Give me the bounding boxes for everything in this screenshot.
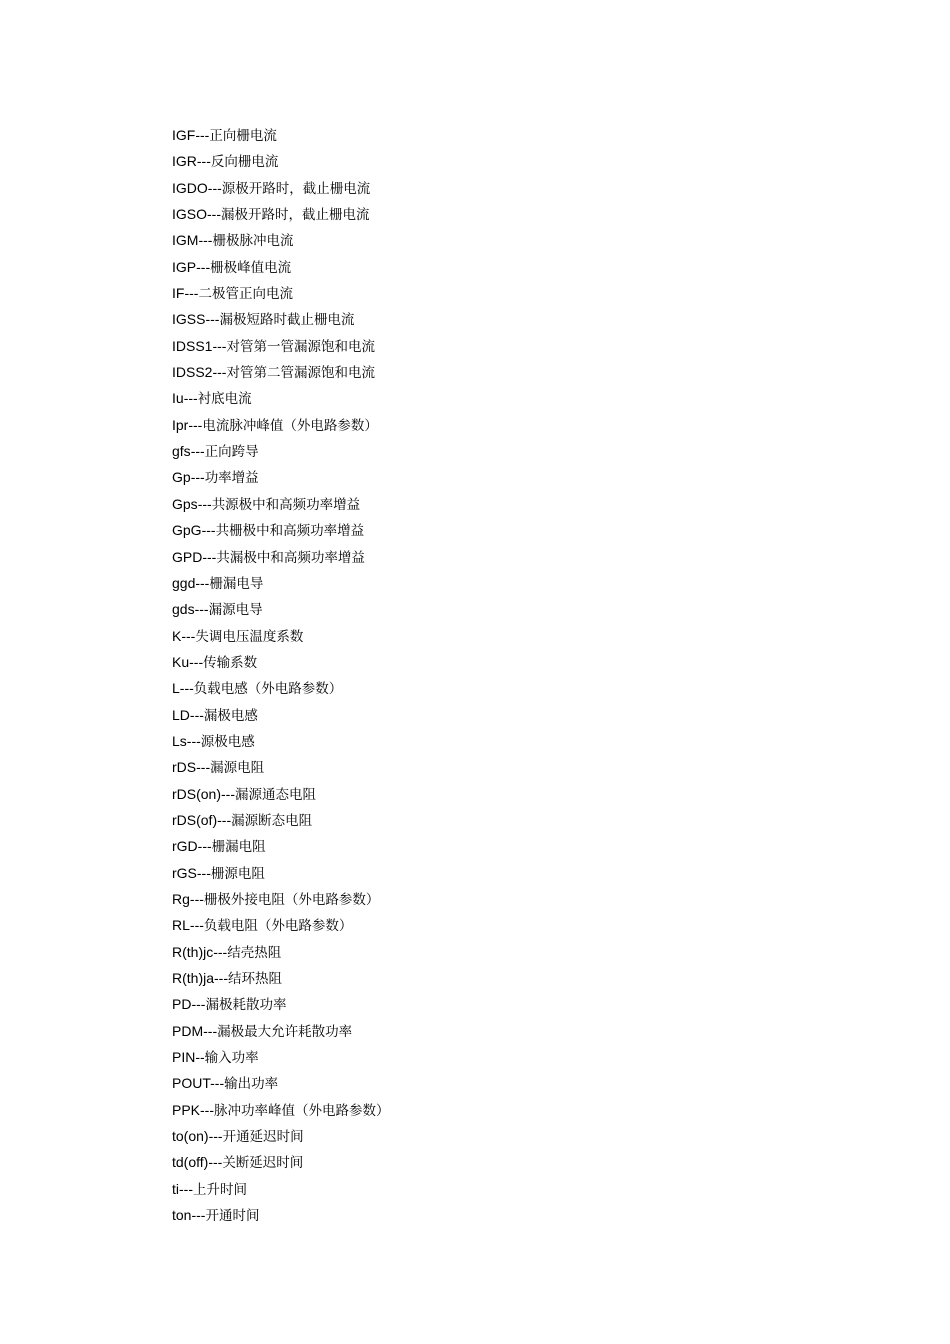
term-separator: ---: [207, 179, 222, 196]
term-item: [172, 387, 390, 413]
term-item: [172, 704, 390, 730]
term-symbol: rDS(of): [172, 811, 218, 828]
term-separator: ---: [203, 1022, 218, 1039]
term-symbol: LD: [172, 706, 190, 723]
term-item: [172, 625, 390, 651]
term-separator: ---: [205, 311, 220, 328]
term-definition: 共栅极中和高频功率增益: [215, 523, 365, 540]
term-symbol: rGD: [172, 838, 198, 855]
term-definition: 栅漏电导: [209, 575, 264, 592]
term-definition: 栅漏电阻: [211, 839, 266, 856]
term-symbol: ti: [172, 1180, 179, 1197]
term-definition: 漏极最大允许耗散功率: [217, 1023, 353, 1040]
term-definition: 正向跨导: [204, 444, 259, 461]
term-item: [172, 493, 390, 519]
term-item: [172, 677, 390, 703]
term-separator: ---: [200, 1101, 215, 1118]
term-definition: 漏源断态电阻: [231, 812, 313, 829]
term-definition: 栅极峰值电流: [210, 259, 292, 276]
term-separator: --: [195, 1049, 205, 1066]
term-separator: ---: [196, 153, 211, 170]
term-item: [172, 572, 390, 598]
term-separator: ---: [196, 864, 211, 881]
term-item: [172, 1020, 390, 1046]
term-item: [172, 756, 390, 782]
term-definition: 电流脉冲峰值（外电路参数）: [202, 417, 378, 434]
term-separator: ---: [195, 127, 210, 143]
term-symbol: IGR: [172, 153, 197, 170]
term-separator: ---: [189, 917, 204, 934]
term-item: [172, 308, 390, 334]
term-symbol: gfs: [172, 443, 191, 460]
term-symbol: IDSS2: [172, 364, 213, 381]
term-definition: 二极管正向电流: [198, 286, 293, 303]
term-separator: ---: [186, 732, 201, 749]
term-symbol: Rg: [172, 890, 190, 907]
term-separator: ---: [183, 390, 198, 407]
term-item: [172, 967, 390, 993]
term-symbol: Iu: [172, 390, 184, 407]
term-symbol: rGS: [172, 864, 197, 881]
term-definition: 源极电感: [200, 733, 255, 750]
term-definition: 漏极电感: [203, 707, 258, 724]
term-separator: ---: [189, 653, 204, 670]
term-separator: ---: [181, 627, 196, 644]
term-item: [172, 546, 390, 572]
term-symbol: Ipr: [172, 416, 189, 433]
term-symbol: ton: [172, 1207, 192, 1224]
term-item: [172, 1125, 390, 1151]
term-item: [172, 203, 390, 229]
term-item: [172, 150, 390, 176]
term-definition: 衬底电流: [197, 391, 252, 408]
term-separator: ---: [194, 601, 209, 618]
term-symbol: IGSS: [172, 311, 206, 328]
term-separator: ---: [191, 996, 206, 1013]
term-symbol: IDSS1: [172, 337, 213, 354]
term-definition: 结壳热阻: [227, 944, 282, 961]
term-separator: ---: [190, 469, 205, 486]
term-symbol: IGP: [172, 258, 197, 275]
term-symbol: IGF: [172, 127, 196, 143]
term-definition: 开通延迟时间: [222, 1129, 304, 1146]
term-separator: ---: [221, 785, 236, 802]
term-definition: 漏极耗散功率: [205, 997, 287, 1014]
term-item: [172, 124, 390, 150]
term-definition: 栅极脉冲电流: [212, 233, 294, 250]
term-separator: ---: [179, 680, 194, 697]
term-definition: 传输系数: [203, 654, 258, 671]
term-symbol: K: [172, 627, 182, 644]
term-symbol: gds: [172, 601, 195, 618]
term-definition: 负载电感（外电路参数）: [193, 681, 343, 698]
term-definition: 开通时间: [205, 1208, 260, 1225]
term-item: [172, 335, 390, 361]
term-separator: ---: [196, 258, 211, 275]
term-separator: ---: [188, 416, 203, 433]
term-separator: ---: [197, 838, 212, 855]
term-separator: ---: [212, 337, 227, 354]
term-item: [172, 862, 390, 888]
term-symbol: to(on): [172, 1128, 209, 1145]
term-symbol: Ku: [172, 653, 190, 670]
term-symbol: PPK: [172, 1101, 201, 1118]
term-separator: ---: [210, 1075, 225, 1092]
term-definition: 漏源电阻: [210, 760, 265, 777]
term-symbol: PDM: [172, 1022, 204, 1039]
term-item: [172, 651, 390, 677]
term-symbol: ggd: [172, 574, 196, 591]
term-symbol: IGM: [172, 232, 199, 249]
term-separator: ---: [214, 970, 229, 986]
term-separator: ---: [217, 811, 232, 828]
term-item: [172, 361, 390, 387]
term-item: [172, 1072, 390, 1098]
term-symbol: IF: [172, 285, 185, 302]
term-item: [172, 282, 390, 308]
term-symbol: IGDO: [172, 179, 208, 196]
term-item: [172, 809, 390, 835]
term-definition: 正向栅电流: [209, 128, 277, 144]
term-item: [172, 440, 390, 466]
term-separator: ---: [196, 759, 211, 776]
term-definition: 输出功率: [224, 1076, 279, 1093]
term-definition: 反向栅电流: [210, 154, 279, 171]
term-symbol: GPD: [172, 548, 203, 565]
term-item: [172, 1099, 390, 1125]
term-item: [172, 835, 390, 861]
term-definition: 对管第一管漏源饱和电流: [226, 338, 375, 355]
term-separator: ---: [195, 574, 210, 591]
term-item: [172, 783, 390, 809]
term-separator: ---: [207, 206, 222, 223]
term-item: [172, 519, 390, 545]
term-separator: ---: [179, 1180, 193, 1197]
term-definition: 共源极中和高频功率增益: [211, 496, 361, 513]
term-item: [172, 229, 390, 255]
term-symbol: PD: [172, 996, 192, 1013]
term-symbol: R(th)ja: [172, 970, 215, 986]
term-definition: 脉冲功率峰值（外电路参数）: [214, 1102, 390, 1119]
term-list: [172, 124, 390, 1230]
term-separator: ---: [189, 706, 204, 723]
term-definition: 失调电压温度系数: [195, 628, 304, 645]
term-definition: 栅极外接电阻（外电路参数）: [203, 891, 380, 908]
term-item: [172, 1204, 390, 1230]
term-item: [172, 466, 390, 492]
term-symbol: RL: [172, 917, 190, 934]
term-definition: 漏源通态电阻: [235, 786, 317, 803]
term-separator: ---: [213, 943, 228, 960]
term-separator: ---: [201, 522, 216, 539]
term-item: [172, 914, 390, 940]
term-symbol: Ls: [172, 732, 187, 749]
term-separator: ---: [184, 285, 199, 302]
term-separator: ---: [190, 443, 205, 460]
term-definition: 栅源电阻: [210, 865, 265, 882]
term-separator: ---: [212, 364, 227, 381]
term-definition: 对管第二管漏源饱和电流: [226, 365, 375, 382]
term-definition: 漏极开路时，截止栅电流: [221, 207, 370, 224]
term-separator: ---: [208, 1128, 223, 1145]
term-symbol: IGSO: [172, 206, 208, 223]
term-definition: 源极开路时，截止栅电流: [221, 180, 371, 197]
term-symbol: GpG: [172, 522, 202, 539]
term-separator: ---: [208, 1154, 223, 1171]
term-definition: 漏源电导: [208, 602, 263, 619]
term-item: [172, 414, 390, 440]
term-item: [172, 598, 390, 624]
term-symbol: R(th)jc: [172, 943, 214, 960]
term-separator: ---: [191, 1207, 206, 1224]
term-definition: 负载电阻（外电路参数）: [203, 918, 353, 935]
term-item: [172, 1046, 390, 1072]
term-symbol: td(off): [172, 1154, 209, 1171]
term-definition: 输入功率: [204, 1050, 259, 1067]
term-definition: 共漏极中和高频功率增益: [216, 549, 365, 566]
term-item: [172, 993, 390, 1019]
term-item: [172, 1178, 390, 1204]
term-definition: 漏极短路时截止栅电流: [219, 312, 355, 329]
term-symbol: Gp: [172, 469, 191, 486]
term-item: [172, 256, 390, 282]
term-item: [172, 1151, 390, 1177]
term-definition: 功率增益: [204, 470, 259, 487]
term-symbol: PIN: [172, 1049, 196, 1066]
term-separator: ---: [198, 232, 213, 249]
term-separator: ---: [189, 890, 204, 907]
term-symbol: rDS(on): [172, 785, 222, 802]
term-item: [172, 941, 390, 967]
term-item: [172, 730, 390, 756]
term-symbol: Gps: [172, 495, 198, 512]
term-item: [172, 888, 390, 914]
term-symbol: L: [172, 680, 180, 697]
term-symbol: rDS: [172, 759, 197, 776]
term-symbol: POUT: [172, 1075, 211, 1092]
term-definition: 结环热阻: [228, 971, 283, 987]
term-item: [172, 177, 390, 203]
term-separator: ---: [202, 548, 217, 565]
term-definition: 关断延迟时间: [222, 1155, 304, 1172]
term-definition: 上升时间: [193, 1181, 247, 1198]
term-separator: ---: [197, 495, 212, 512]
